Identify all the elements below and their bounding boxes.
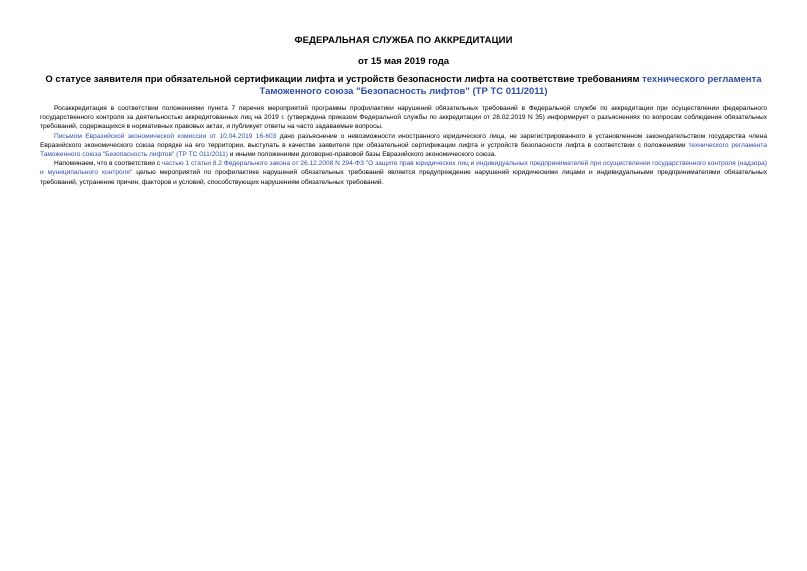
paragraph-2 (40, 132, 767, 160)
paragraph-2-text-1: дано разъяснение о невозможности иностранного юридического лица, не зарегистрированного в установленном законодательством государства члена Евразийского экономического союза порядке на его территории, выступать в качестве заявителя при обязательной сертификации лифта и устройств безопасности лифта в соответствии с положениями (40, 132, 767, 149)
title-text-part1: О статусе заявителя при обязательной сертификации лифта и устройств безопасности лифта на соответствие требованиям (45, 74, 643, 85)
link-tr-ts[interactable]: (ТР ТС 011/2011) (176, 151, 228, 159)
paragraph-1 (40, 104, 767, 132)
document-body (40, 104, 767, 187)
paragraph-3-text-3: целью мероприятий по профилактике нарушений обязательных требований является предупреждение нарушений юридическими лицами и индивидуальными предпринимателями обязательных требований, устранение причин, факторов и условий, способствующих нарушениям обязательных требований. (40, 169, 767, 186)
paragraph-3 (40, 159, 767, 187)
document-title (40, 74, 767, 98)
organization-title: ФЕДЕРАЛЬНАЯ СЛУЖБА ПО АККРЕДИТАЦИИ (294, 35, 513, 46)
link-tech-regulation[interactable]: технического регламента Таможенного союза "Безопасность лифтов" (40, 141, 767, 159)
link-federal-law-294[interactable]: статьи 8.2 Федерального закона от 26.12.2008 N 294-ФЗ "О защите прав юридических лиц и индивидуальных предпринимателей при осуществлении государственного контроля (надзора) и муниципального контроля" (40, 160, 767, 177)
link-part-1[interactable]: частью 1 (161, 160, 190, 168)
paragraph-2-text-3: и иными положениями договорно-правовой базы Евразийского экономического союза. (227, 151, 497, 159)
paragraph-3-text-1: Напоминаем, что в соответствии с (54, 160, 162, 168)
document-date: от 15 мая 2019 года (357, 56, 450, 67)
link-eec-letter[interactable]: Письмом Евразийской экономической комиссии от 10.04.2019 16-603 (54, 132, 277, 140)
paragraph-1-text: Росаккредитация в соответствии положениями пункта 7 перечня мероприятий программы профилактики нарушений обязательных требований в Федеральной службе по аккредитации при осуществлении федерального государственного контроля за деятельностью аккредитованных лиц на 2019 г. (утверждена приказом Федеральной службы по аккредитации от 28.02.2019 N 35) информирует о разъяснениях по вопросам соблюдения обязательных требований, содержащихся в нормативных правовых актах, и публикует ответы на часто задаваемые вопросы. (40, 105, 767, 131)
title-link-tr-ts[interactable]: (ТР ТС 011/2011) (472, 86, 548, 97)
title-link-tech-regulation[interactable]: технического регламента Таможенного союза "Безопасность лифтов" (259, 74, 762, 97)
